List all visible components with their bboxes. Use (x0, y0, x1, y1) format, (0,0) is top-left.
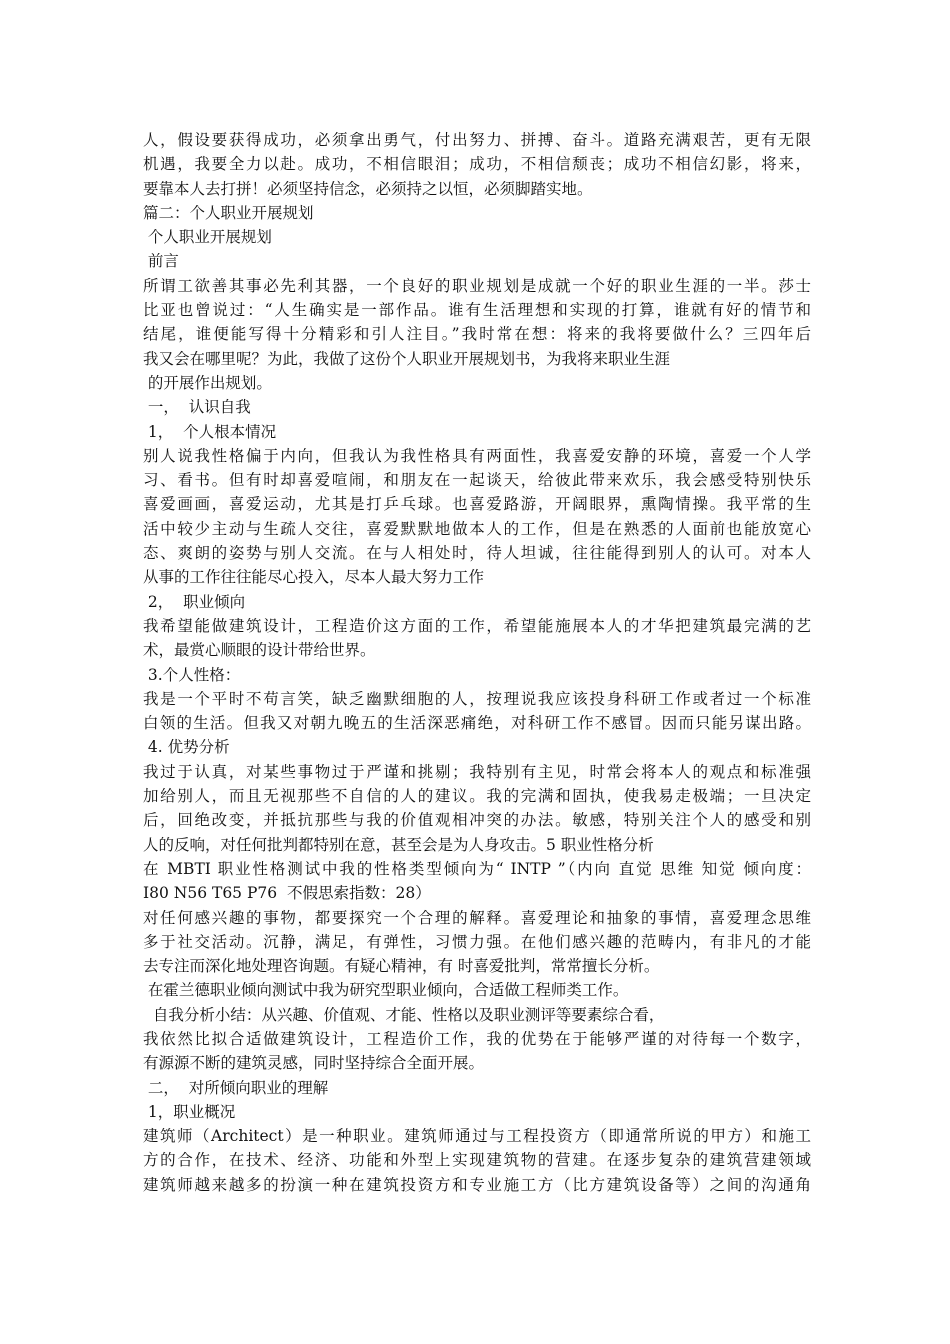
text-line: 态、爽朗的姿势与别人交流。在与人相处时，待人坦诚，往往能得到别人的认可。对本人 (143, 544, 811, 563)
text-line: 有源源不断的建筑灵感，同时坚持综合全面开展。 (143, 1054, 485, 1073)
text-line: 后，回绝改变，并抵抗那些与我的价值观相冲突的办法。敏感，特别关注个人的感受和别 (143, 811, 811, 830)
document-page (143, 128, 811, 1197)
text-line: 习、看书。但有时却喜爱喧闹，和朋友在一起谈天，给彼此带来欢乐，我会感受特别快乐 (143, 471, 811, 490)
text-line: 活中较少主动与生疏人交往，喜爱默默地做本人的工作，但是在熟悉的人面前也能放宽心 (143, 519, 811, 538)
text-line: 我依然比拟合适做建筑设计，工程造价工作，我的优势在于能够严谨的对待每一个数字， (143, 1029, 811, 1048)
text-line: 在霍兰德职业倾向测试中我为研究型职业倾向，合适做工程师类工作。 (143, 981, 629, 1000)
text-line: 自我分析小结：从兴趣、价值观、才能、性格以及职业测评等要素综合看， (143, 1005, 665, 1024)
text-line: 人，假设要获得成功，必须拿出勇气，付出努力、拼搏、奋斗。道路充满艰苦，更有无限 (143, 131, 811, 149)
text-line: 1， 个人根本情况 (143, 422, 277, 441)
text-line: 篇二：个人职业开展规划 (143, 203, 314, 222)
text-line: 要靠本人去打拼！必须坚持信念，必须持之以恒，必须脚踏实地。 (143, 179, 593, 198)
text-line: 白领的生活。但我又对朝九晚五的生活深恶痛绝，对科研工作不感冒。因而只能另谋出路。 (143, 714, 811, 733)
text-line: 喜爱画画，喜爱运动，尤其是打乒乓球。也喜爱路游，开阔眼界，熏陶情操。我平常的生 (143, 495, 811, 514)
text-line: 的开展作出规划。 (143, 373, 272, 392)
text-line: 多于社交活动。沉静，满足，有弹性，习惯力强。在他们感兴趣的范畴内，有非凡的才能 (143, 932, 811, 951)
text-line: 所谓工欲善其事必先利其器，一个良好的职业规划是成就一个好的职业生涯的一半。莎士 (143, 276, 811, 295)
text-line: 前言 (143, 252, 179, 271)
text-line: 1，职业概况 (143, 1102, 236, 1121)
text-line: 结尾，谁便能写得十分精彩和引人注目。”我时常在想：将来的我将要做什么？三四年后 (143, 325, 811, 344)
text-line: 在 MBTI 职业性格测试中我的性格类型倾向为“ INTP ”（内向 直觉 思维 知觉 倾向度： (143, 859, 811, 878)
text-line: 个人职业开展规划 (143, 228, 272, 247)
text-line: 比亚也曾说过：“人生确实是一部作品。谁有生活理想和实现的打算，谁就有好的情节和 (143, 301, 811, 320)
text-line: 人的反响，对任何批判都特别在意，甚至会是为人身攻击。5 职业性格分析 (143, 835, 654, 854)
text-line: 别人说我性格偏于内向，但我认为我性格具有两面性，我喜爱安静的环境，喜爱一个人学 (143, 446, 811, 465)
text-line: 我又会在哪里呢？为此，我做了这份个人职业开展规划书，为我将来职业生涯 (143, 349, 671, 368)
text-line: 我是一个平时不苟言笑，缺乏幽默细胞的人，按理说我应该投身科研工作或者过一个标准 (143, 689, 811, 708)
text-line: 去专注而深化地处理咨询题。有疑心精神，有 时喜爱批判，常常擅长分析。 (143, 957, 660, 976)
text-line: 对任何感兴趣的事物，都要探究一个合理的解释。喜爱理论和抽象的事情，喜爱理念思维 (143, 908, 811, 927)
text-line: 机遇，我要全力以赴。成功，不相信眼泪；成功，不相信颓丧；成功不相信幻影，将来， (143, 155, 811, 174)
text-line: 加给别人，而且无视那些不自信的人的建议。我的完满和固执，使我易走极端；一旦决定 (143, 787, 811, 806)
text-line: 方的合作，在技术、经济、功能和外型上实现建筑物的营建。在逐步复杂的建筑营建领域 (143, 1151, 811, 1170)
text-line: I80 N56 T65 P76 不假思索指数：28） (143, 884, 431, 903)
text-line: 2， 职业倾向 (143, 592, 246, 611)
text-line: 4. 优势分析 (143, 738, 230, 757)
text-line: 我过于认真，对某些事物过于严谨和挑剔；我特别有主见，时常会将本人的观点和标准强 (143, 762, 811, 781)
text-line: 我希望能做建筑设计，工程造价这方面的工作，希望能施展本人的才华把建筑最完满的艺 (143, 616, 811, 635)
text-line: 从事的工作往往能尽心投入，尽本人最大努力工作 (143, 568, 485, 587)
text-line: 3.个人性格： (143, 665, 241, 684)
text-line: 术，最赏心顺眼的设计带给世界。 (143, 641, 376, 660)
text-line: 建筑师（Architect）是一种职业。建筑师通过与工程投资方（即通常所说的甲方）和施工 (143, 1127, 811, 1146)
text-line: 二， 对所倾向职业的理解 (143, 1078, 329, 1097)
text-line: 一， 认识自我 (143, 398, 251, 417)
text-line: 建筑师越来越多的扮演一种在建筑投资方和专业施工方（比方建筑设备等）之间的沟通角 (143, 1175, 811, 1194)
